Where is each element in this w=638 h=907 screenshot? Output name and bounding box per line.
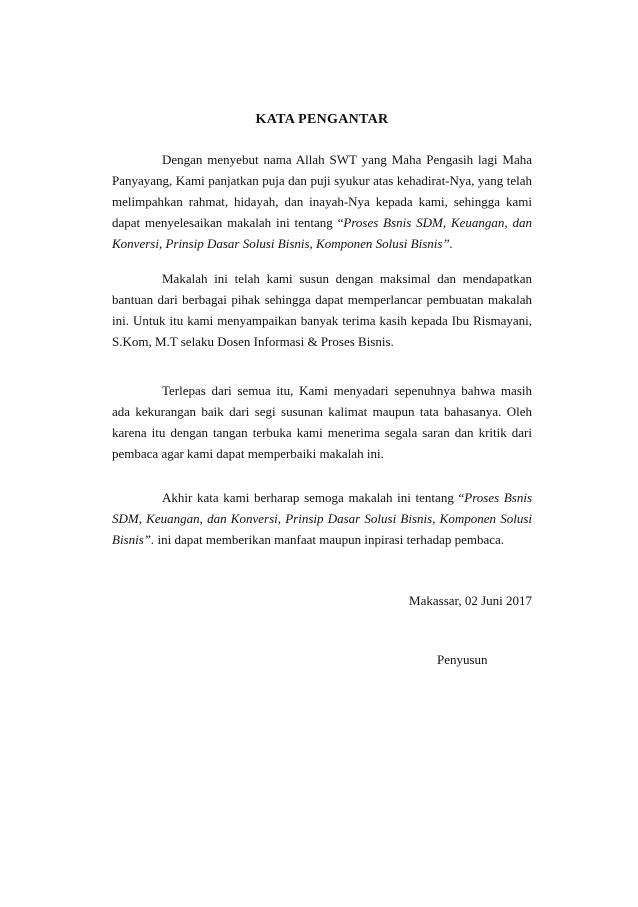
paragraph-1-italic: Proses Bsnis SDM, Keuangan, dan Konversi, Prinsip Dasar Solusi Bisnis, Komponen Solusi Bisnis”. xyxy=(112,215,532,251)
signature-place-date: Makassar, 02 Juni 2017 xyxy=(409,593,532,608)
paragraph-1-text: Dengan menyebut nama Allah SWT yang Maha Pengasih lagi Maha Panyayang, Kami panjatkan puja dan puji syukur atas kehadirat-Nya, yang telah melimpahkan rahmat, hidayah, dan inayah-Nya kepada kami, sehingga kami dapat menyelesaikan makalah ini tentang “ xyxy=(112,152,532,230)
paragraph-2-text: Makalah ini telah kami susun dengan maksimal dan mendapatkan bantuan dari berbagai pihak sehingga dapat memperlancar pembuatan makalah ini. Untuk itu kami menyampaikan banyak terima kasih kepada Ibu Rismayani, S.Kom, M.T selaku Dosen Informasi & Proses Bisnis. xyxy=(112,271,532,349)
paragraph-3 xyxy=(112,380,532,464)
paragraph-1 xyxy=(112,149,532,254)
paragraph-4-text: Akhir kata kami berharap semoga makalah ini tentang “ xyxy=(162,490,465,505)
paragraph-4-tail: ini dapat memberikan manfaat maupun inpirasi terhadap pembaca. xyxy=(154,532,505,547)
paragraph-4-italic: Proses Bsnis SDM, Keuangan, dan Konversi, Prinsip Dasar Solusi Bisnis, Komponen Solusi Bisnis”. xyxy=(112,490,533,547)
paragraph-2 xyxy=(112,268,532,352)
paragraph-3-text: Terlepas dari semua itu, Kami menyadari sepenuhnya bahwa masih ada kekurangan baik dari segi susunan kalimat maupun tata bahasanya. Oleh karena itu dengan tangan terbuka kami menerima segala saran dan kritik dari pembaca agar kami dapat memperbaiki makalah ini. xyxy=(112,383,532,461)
signature-author: Penyusun xyxy=(437,652,488,667)
page-title: KATA PENGANTAR xyxy=(255,112,389,127)
paragraph-4 xyxy=(112,487,532,550)
